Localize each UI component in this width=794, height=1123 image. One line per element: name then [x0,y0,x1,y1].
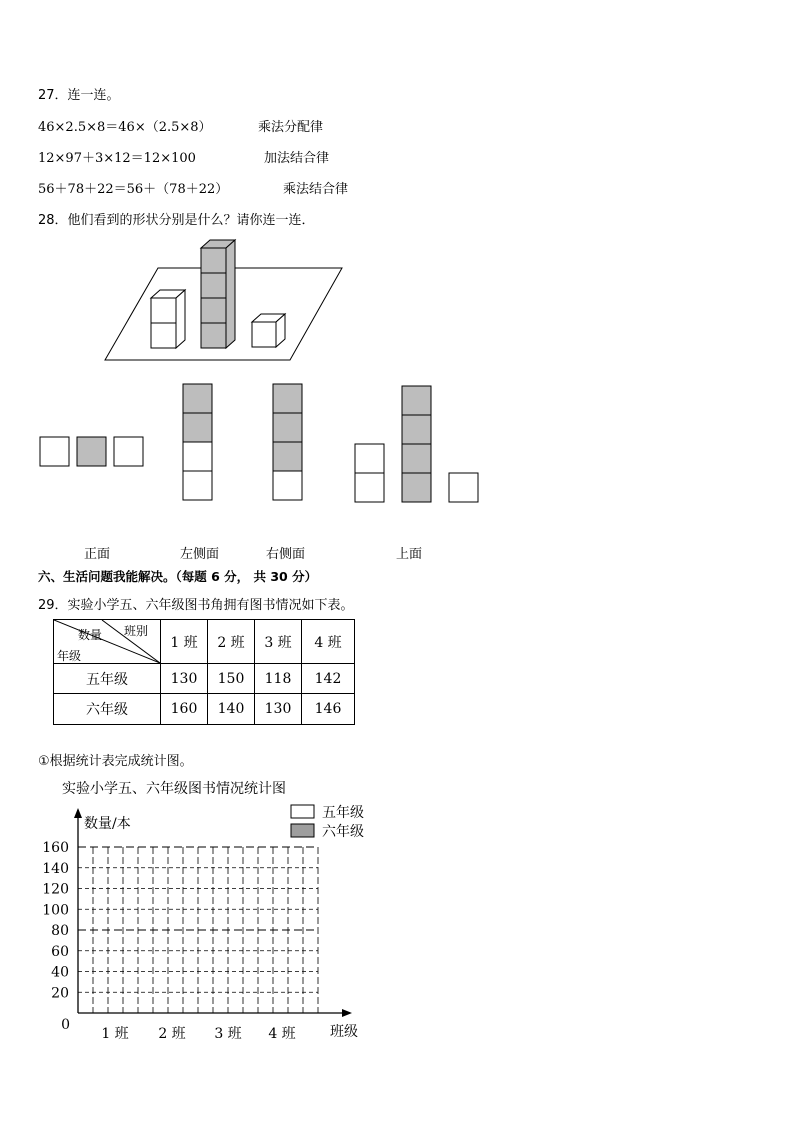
legend-swatch [291,824,314,837]
chart-title: 实验小学五、六年级图书情况统计图 [62,781,286,797]
book-stats-table [53,619,355,725]
q29-title: 29．实验小学五、六年级图书角拥有图书情况如下表。 [38,598,354,613]
header-class: 班别 [124,624,149,638]
view-label-top: 上面 [396,547,423,562]
view-label-front: 正面 [84,547,111,562]
q29-subquestion-1: ①根据统计表完成统计图。 [38,754,193,769]
table-cell: 142 [302,664,355,694]
table-cell: 118 [255,664,302,694]
q27-left-2: 12×97＋3×12＝12×100 [38,151,196,166]
column-header: 3 班 [255,620,302,664]
legend-swatch [291,805,314,818]
q27-right-1: 乘法分配律 [258,120,324,135]
cube-stack-left [151,290,185,348]
table-cell: 160 [161,694,208,725]
x-axis-label: 班级 [330,1024,358,1040]
y-tick-label: 100 [42,902,69,919]
header-quantity: 数量 [78,628,103,642]
y-tick-label: 20 [51,985,69,1002]
column-header: 4 班 [302,620,355,664]
q28-title: 28．他们看到的形状分别是什么？请你连一连． [38,213,315,228]
y-tick-label: 80 [51,923,69,939]
cube-single-right [252,314,285,347]
q27-right-2: 加法结合律 [264,151,330,166]
cube-stack-middle [201,240,235,348]
table-cell: 150 [208,664,255,694]
view-shape-row [40,437,143,466]
legend-label: 六年级 [322,824,364,840]
cube-scene [0,0,794,540]
x-tick-label: 4 班 [268,1026,296,1042]
view-label-left: 左侧面 [180,547,220,562]
origin-label: 0 [61,1017,70,1033]
x-axis-arrow [342,1009,352,1017]
y-axis-arrow [74,808,82,818]
table-cell: 140 [208,694,255,725]
table-cell: 146 [302,694,355,725]
row-label: 六年级 [54,694,161,725]
y-tick-label: 40 [51,964,69,981]
legend-label: 五年级 [322,805,364,821]
section-six-title: 六、生活问题我能解决。（每题 6 分， 共 30 分） [38,569,318,584]
q27-title: 27．连一连。 [38,88,120,103]
table-row [54,694,355,725]
y-axis-label: 数量/本 [84,816,131,832]
view-shape-group-c [355,386,478,502]
row-label: 五年级 [54,664,161,694]
header-grade: 年级 [57,649,82,663]
view-label-right: 右侧面 [266,547,306,562]
y-tick-label: 60 [51,943,69,960]
y-tick-label: 160 [42,840,69,856]
table-cell: 130 [255,694,302,725]
x-tick-label: 1 班 [101,1026,129,1042]
q27-left-1: 46×2.5×8＝46×（2.5×8） [38,120,212,135]
view-shape-column-a [183,384,212,500]
table-cell: 130 [161,664,208,694]
view-shape-column-b [273,384,302,500]
column-header: 1 班 [161,620,208,664]
book-bar-chart [0,790,420,1050]
y-tick-label: 140 [42,860,69,877]
y-tick-label: 120 [42,881,69,898]
table-row [54,664,355,694]
x-tick-label: 3 班 [214,1026,242,1042]
q27-left-3: 56＋78＋22＝56＋（78＋22） [38,182,229,197]
table-diagonal-header [54,620,161,664]
x-tick-label: 2 班 [158,1026,186,1042]
q27-right-3: 乘法结合律 [283,182,349,197]
column-header: 2 班 [208,620,255,664]
